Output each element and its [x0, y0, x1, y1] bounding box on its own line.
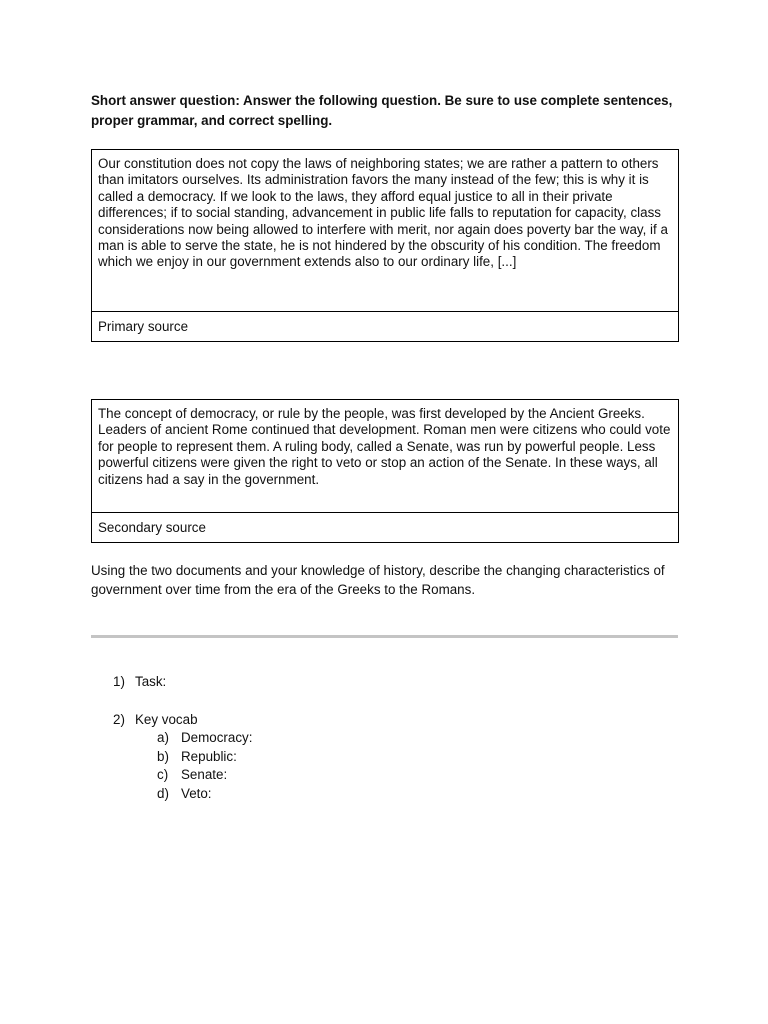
- vocab-term: Veto:: [181, 785, 212, 801]
- secondary-source-label: Secondary source: [98, 520, 206, 535]
- vocab-term: Democracy:: [181, 730, 253, 745]
- vocab-item-democracy: [157, 729, 252, 748]
- task-label: Task:: [135, 674, 167, 689]
- vocab-letter: a): [157, 730, 169, 745]
- task-item-key-vocab: [113, 711, 252, 804]
- task-number: 1): [113, 674, 125, 689]
- horizontal-divider: [91, 635, 678, 638]
- vocab-letter: d): [157, 785, 169, 801]
- vocab-list: [113, 729, 252, 803]
- secondary-source-text: The concept of democracy, or rule by the people, was first developed by the Ancient Greeks. Leaders of ancient Rome continued that development. Roman men were citizens who could vote for people to represent them. A ruling body, called a Senate, was run by powerful people. Less powerful citizens were given the right to veto or stop an action of the Senate. In these ways, all citizens had a say in the government.: [92, 400, 678, 513]
- task-number: 2): [113, 711, 125, 727]
- vocab-letter: b): [157, 748, 169, 764]
- primary-source-box: [91, 149, 679, 342]
- task-label: Key vocab: [135, 711, 198, 727]
- task-list: [113, 673, 252, 803]
- secondary-source-box: [91, 399, 679, 543]
- vocab-item-senate: [157, 766, 252, 785]
- primary-source-text: Our constitution does not copy the laws of neighboring states; we are rather a pattern to others than imitators ourselves. Its administration favors the many instead of the few; this is why it is called a democracy. If we look to the laws, they afford equal justice to all in their private differences; if to social standing, advancement in public life falls to reputation for capacity, class considerations now being allowed to interfere with merit, nor again does poverty bar the way, if a man is able to serve the state, he is not hindered by the obscurity of his condition. The freedom which we enjoy in our government extends also to our ordinary life, [...]: [92, 150, 678, 312]
- primary-source-label: Primary source: [98, 319, 189, 334]
- vocab-item-veto: [157, 785, 252, 804]
- task-item-task: [113, 673, 252, 692]
- vocab-term: Senate:: [181, 767, 228, 782]
- vocab-term: Republic:: [181, 748, 237, 764]
- question-prompt: Using the two documents and your knowledge of history, describe the changing characteristics of government over time from the era of the Greeks to the Romans.: [91, 563, 665, 597]
- vocab-letter: c): [157, 767, 169, 782]
- vocab-item-republic: [157, 748, 252, 767]
- worksheet-header: [91, 90, 679, 131]
- instructions-heading: Short answer question: Answer the following question. Be sure to use complete sentences, proper grammar, and correct spelling.: [91, 93, 673, 128]
